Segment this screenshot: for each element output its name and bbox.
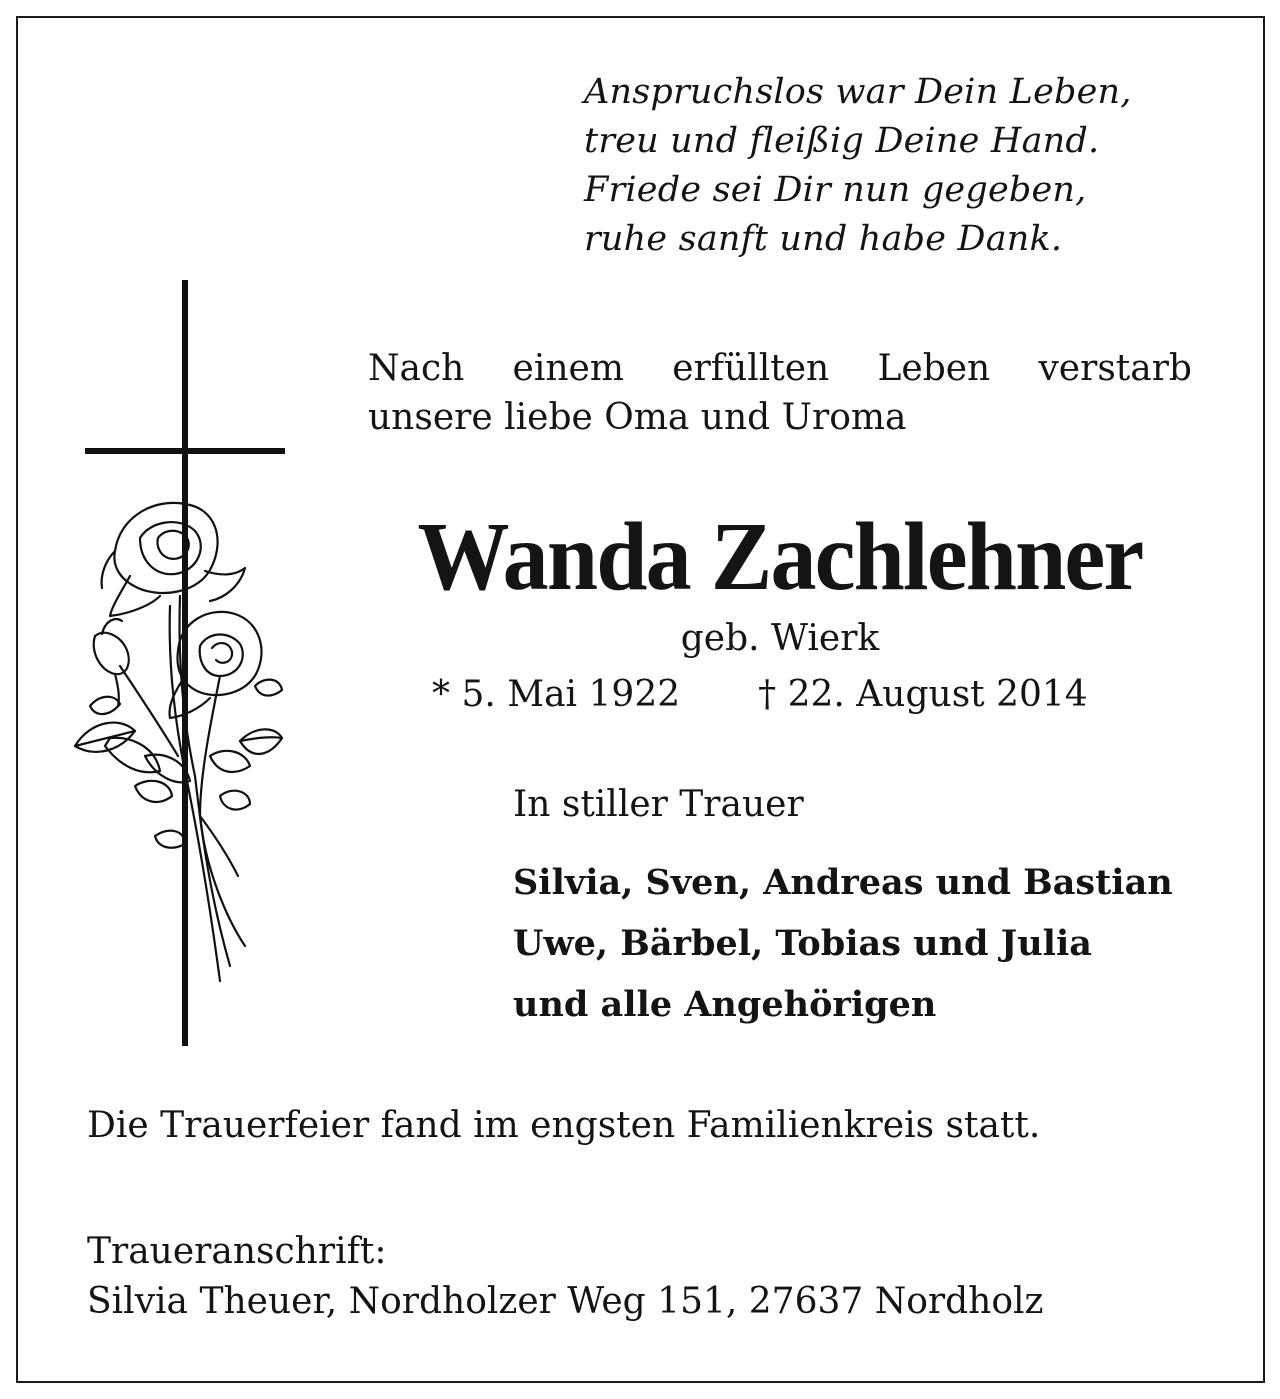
poem [584,68,1132,264]
life-dates [432,670,1088,720]
poem-line: Friede sei Dir nun gegeben, [584,170,1087,210]
mourners-line: und alle Angehörigen [513,984,937,1025]
intro-word: erfüllten [672,348,830,389]
ceremony-note: Die Trauerfeier fand im engsten Familienkreis statt. [87,1105,1041,1146]
intro-word: verstarb [1038,348,1192,389]
poem-line: Anspruchslos war Dein Leben, [584,72,1132,112]
birth-date: * 5. Mai 1922 [432,674,681,715]
mourners-line: Uwe, Bärbel, Tobias und Julia [513,923,1092,964]
cross-with-roses-icon [60,276,310,1056]
intro-word: einem [512,348,624,389]
mourners-list [513,852,1173,1035]
intro-text [368,344,1192,442]
address-line: Silvia Theuer, Nordholzer Weg 151, 27637 Nordholz [87,1281,1044,1322]
deceased-name: Wanda Zachlehner [417,503,1143,611]
intro-line-1 [368,344,1192,393]
poem-line: treu und fleißig Deine Hand. [584,121,1100,161]
poem-line: ruhe sanft und habe Dank. [584,219,1063,259]
intro-word: Nach [368,348,465,389]
mourners-line: Silvia, Sven, Andreas und Bastian [513,862,1173,903]
death-date: † 22. August 2014 [758,674,1088,715]
mourning-heading: In stiller Trauer [513,784,804,825]
address-label: Traueranschrift: [87,1231,387,1272]
maiden-name-text: geb. Wierk [680,618,880,659]
intro-line-2: unsere liebe Oma und Uroma [368,397,907,438]
intro-word: Leben [877,348,991,389]
maiden-name [368,614,1192,664]
